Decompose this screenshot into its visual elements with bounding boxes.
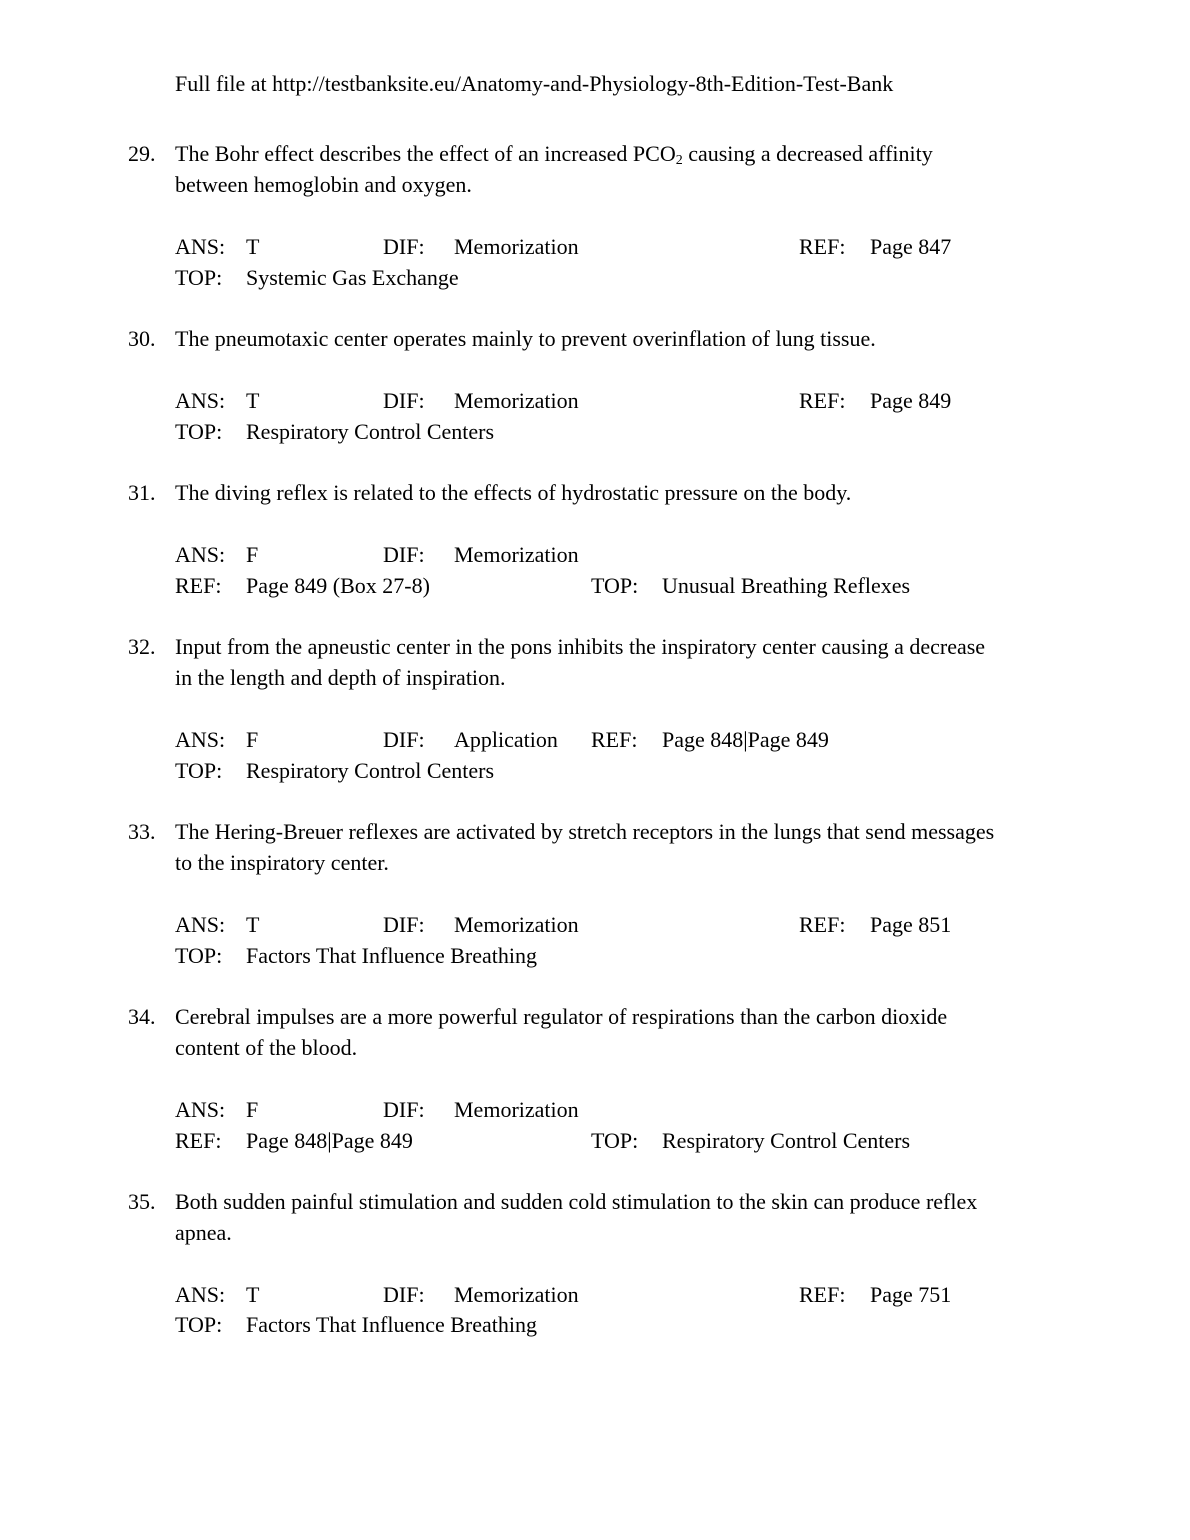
top-label: TOP: <box>175 265 223 290</box>
ans-label: ANS: <box>175 1097 226 1122</box>
top-value: Respiratory Control Centers <box>662 1128 911 1153</box>
dif-value: Memorization <box>454 1097 579 1122</box>
question-text: Both sudden painful stimulation and sudden cold stimulation to the skin can produce reflex apnea. <box>175 1189 978 1245</box>
ans-label: ANS: <box>175 1282 226 1307</box>
dif-value: Memorization <box>454 912 579 937</box>
ref-label: REF: <box>175 573 222 598</box>
question-text: The pneumotaxic center operates mainly to prevent overinflation of lung tissue. <box>175 326 876 351</box>
ans-value: F <box>246 542 259 567</box>
ref-label: REF: <box>175 1128 222 1153</box>
top-label: TOP: <box>175 758 223 783</box>
ref-value: Page 849 <box>870 388 952 413</box>
dif-value: Memorization <box>454 234 579 259</box>
top-value: Factors That Influence Breathing <box>246 943 537 968</box>
question-text: The diving reflex is related to the effects of hydrostatic pressure on the body. <box>175 480 852 505</box>
top-value: Respiratory Control Centers <box>246 758 495 783</box>
dif-label: DIF: <box>383 727 425 752</box>
ans-value: T <box>246 912 260 937</box>
question-number: 31. <box>128 480 156 505</box>
top-value: Respiratory Control Centers <box>246 419 495 444</box>
ref-value: Page 848|Page 849 <box>246 1128 413 1153</box>
ans-label: ANS: <box>175 388 226 413</box>
ans-label: ANS: <box>175 542 226 567</box>
ref-value: Page 849 (Box 27-8) <box>246 573 430 598</box>
dif-label: DIF: <box>383 542 425 567</box>
question-text: Cerebral impulses are a more powerful regulator of respirations than the carbon dioxide content of the blood. <box>175 1004 948 1060</box>
top-value: Unusual Breathing Reflexes <box>662 573 911 598</box>
ref-label: REF: <box>799 388 846 413</box>
subscript: 2 <box>675 153 683 168</box>
ans-value: T <box>246 1282 260 1307</box>
ref-label: REF: <box>799 234 846 259</box>
top-value: Systemic Gas Exchange <box>246 265 459 290</box>
dif-value: Memorization <box>454 388 579 413</box>
ref-value: Page 851 <box>870 912 952 937</box>
ans-value: T <box>246 234 260 259</box>
ref-label: REF: <box>799 912 846 937</box>
ans-label: ANS: <box>175 234 226 259</box>
question-number: 32. <box>128 634 156 659</box>
top-label: TOP: <box>175 419 223 444</box>
top-label: TOP: <box>175 943 223 968</box>
question-number: 30. <box>128 326 156 351</box>
ref-value: Page 847 <box>870 234 952 259</box>
dif-value: Memorization <box>454 542 579 567</box>
top-label: TOP: <box>591 1128 639 1153</box>
dif-label: DIF: <box>383 388 425 413</box>
ans-value: F <box>246 1097 259 1122</box>
dif-value: Memorization <box>454 1282 579 1307</box>
dif-label: DIF: <box>383 912 425 937</box>
question-text: The Hering-Breuer reflexes are activated by stretch receptors in the lungs that send messages to the inspiratory center. <box>175 819 995 875</box>
question-number: 33. <box>128 819 156 844</box>
ref-value: Page 848|Page 849 <box>662 727 829 752</box>
header-source-line: Full file at http://testbanksite.eu/Anatomy-and-Physiology-8th-Edition-Test-Bank <box>175 71 894 96</box>
dif-value: Application <box>454 727 558 752</box>
ans-label: ANS: <box>175 912 226 937</box>
question-text: The Bohr effect describes the effect of an increased $PCO_2$ causing a decreased affinity between hemoglobin and oxygen. <box>175 141 933 197</box>
question-number: 35. <box>128 1189 156 1214</box>
ans-label: ANS: <box>175 727 226 752</box>
ref-value: Page 751 <box>870 1282 952 1307</box>
question-number: 34. <box>128 1004 156 1029</box>
ref-label: REF: <box>591 727 638 752</box>
ans-value: F <box>246 727 259 752</box>
ans-value: T <box>246 388 260 413</box>
question-text: Input from the apneustic center in the pons inhibits the inspiratory center causing a decrease in the length and depth of inspiration. <box>175 634 986 690</box>
top-label: TOP: <box>591 573 639 598</box>
top-label: TOP: <box>175 1312 223 1337</box>
dif-label: DIF: <box>383 1282 425 1307</box>
question-number: 29. <box>128 141 156 166</box>
top-value: Factors That Influence Breathing <box>246 1312 537 1337</box>
ref-label: REF: <box>799 1282 846 1307</box>
dif-label: DIF: <box>383 1097 425 1122</box>
dif-label: DIF: <box>383 234 425 259</box>
